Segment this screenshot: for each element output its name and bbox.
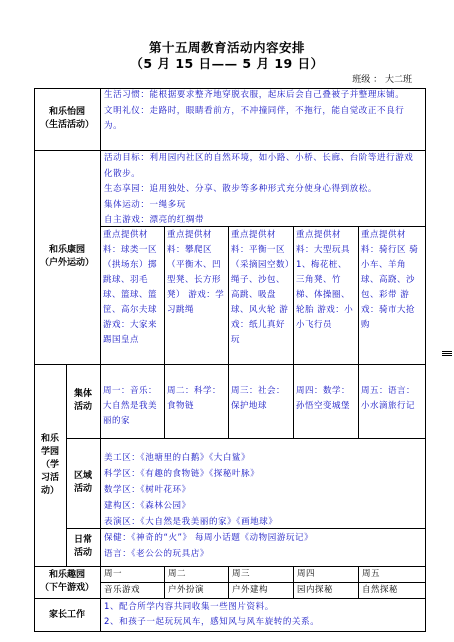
parents-line: 1、配合所学内容共同收集一些图片资料。 — [104, 602, 274, 612]
group-activity-day: 周四：数学：孙悟空变城堡 — [296, 386, 351, 411]
column-divider — [164, 364, 165, 438]
outdoor-area-cell: 重点提供材料：球类一区（拱场东）掷跳球、羽毛球、篮球、篮筐、高尔夫球 游戏：大家来踢国皇点 — [103, 230, 158, 345]
afternoon-activity: 音乐游戏 — [104, 585, 141, 595]
afternoon-day: 周五 — [362, 569, 381, 579]
area-activity-content — [104, 450, 422, 530]
column-divider — [293, 226, 294, 364]
learning-header-line: （学 — [40, 459, 59, 470]
column-divider — [164, 226, 165, 364]
column-divider — [100, 88, 101, 632]
column-divider — [164, 566, 165, 598]
group-activity-day: 周三：社会：保护地球 — [231, 386, 286, 411]
parents-content — [104, 600, 422, 630]
life-header-subtitle: （生活活动） — [39, 120, 94, 130]
learning-header-line: 学园 — [40, 446, 59, 457]
area-activity-header-line: 区域 — [73, 471, 92, 481]
afternoon-activity: 园内探秘 — [297, 585, 334, 595]
learning-header-line: 动） — [40, 485, 59, 496]
row-divider — [66, 438, 426, 439]
learning-header-line: 和乐 — [40, 433, 59, 444]
life-header-title: 和乐怡园 — [48, 107, 85, 117]
afternoon-day: 周二 — [168, 569, 187, 579]
daily-activity-line: 保健：《神奇的“火”》 每周小话题《动物园游玩记》 — [104, 533, 314, 543]
group-activity-day: 周二：科学：食物链 — [167, 386, 222, 411]
afternoon-header-title: 和乐趣园 — [48, 570, 85, 580]
outdoor-content — [104, 151, 422, 229]
column-divider — [293, 364, 294, 438]
afternoon-activity: 户外扮演 — [168, 585, 205, 595]
life-header — [34, 88, 100, 150]
column-divider — [293, 566, 294, 598]
afternoon-day: 周一 — [104, 569, 123, 579]
daily-activity-header-line: 日常 — [73, 535, 92, 545]
afternoon-day: 周四 — [297, 569, 316, 579]
column-divider — [228, 226, 229, 364]
life-line: 文明礼仪：走路时，眼睛看前方，不冲撞同伴，不拖行，能自觉改正不良行为。 — [104, 105, 405, 131]
group-activity-day: 周五：语言：小水滴旅行记 — [361, 386, 416, 411]
outdoor-header-title: 和乐康园 — [48, 245, 85, 255]
column-divider — [228, 566, 229, 598]
afternoon-activity: 户外建构 — [232, 585, 269, 595]
area-activity-line: 数学区：《树叶花环》 — [104, 485, 191, 495]
outdoor-header — [34, 150, 100, 364]
daily-activity-content — [104, 530, 422, 562]
outdoor-line: 自主游戏：漂亮的红绸带 — [104, 215, 205, 225]
area-activity-header-line: 活动 — [73, 484, 92, 494]
parents-line: 2、和孩子一起玩玩风车，感知风与风车旋转的关系。 — [104, 617, 320, 627]
afternoon-header — [34, 566, 100, 598]
group-activity-header — [66, 364, 100, 438]
learning-header-line: 习活 — [40, 472, 59, 483]
class-label: 班级 ： 大二班 — [352, 75, 412, 85]
area-activity-line: 科学区：《有趣的食物链》《探秘叶脉》 — [104, 469, 260, 479]
parents-header: 家长工作 — [48, 609, 85, 620]
handle-icon — [442, 350, 452, 358]
column-divider — [358, 364, 359, 438]
learning-header — [34, 364, 66, 566]
outdoor-area-cell: 重点提供材料：平衡一区（采摘园空数）绳子、沙包、高跳、吸盘球、风火轮 游戏：纸儿真好玩 — [231, 230, 290, 345]
area-activity-line: 建构区：《森林公园》 — [104, 501, 191, 511]
area-activity-line: 美工区：《池塘里的白鹅》《大白鲨》 — [104, 453, 251, 463]
outdoor-line: 集体运动：一绳多玩 — [104, 199, 186, 210]
life-content — [104, 88, 422, 135]
life-line: 生活习惯：能根据要求整齐地穿脱衣服，起床后会自己叠被子并整理床铺。 — [104, 90, 405, 100]
afternoon-day: 周三 — [232, 569, 251, 579]
outdoor-line: 生态享园：追用独处、分享、散步等多种形式充分使身心得到放松。 — [104, 184, 378, 194]
daily-activity-line: 语言：《老公公的玩具店》 — [104, 549, 209, 559]
outdoor-header-subtitle: （户外运动） — [39, 258, 94, 268]
group-activity-header-line: 活动 — [73, 402, 92, 412]
outdoor-area-cell: 重点提供材料：骑行区 骑小车、羊角球、高跷、沙包、彩带 游戏：骑市大抢购 — [361, 230, 419, 330]
outdoor-area-cell: 重点提供材料：大型玩具1、梅花桩、三角凳、竹梯、体操圈、轮胎 游戏：小小飞行员 — [296, 230, 354, 330]
column-divider — [358, 226, 359, 364]
afternoon-header-subtitle: （下午游戏） — [39, 583, 94, 593]
outdoor-area-cell: 重点提供材料：攀爬区（平衡木、凹型凳、长方形凳） 游戏：学习跳绳 — [167, 230, 225, 315]
group-activity-day: 周一：音乐：大自然是我美丽的家 — [103, 386, 158, 426]
daily-activity-header-line: 活动 — [73, 548, 92, 558]
afternoon-activity: 自然探秘 — [362, 585, 399, 595]
area-activity-header — [66, 438, 100, 528]
daily-activity-header — [66, 528, 100, 566]
date-range: （5 月 15 日—— 5 月 19 日） — [130, 56, 324, 71]
column-divider — [228, 364, 229, 438]
outdoor-line: 活动目标：利用园内社区的自然环境，如小路、小桥、长廊、台阶等进行游戏化散步。 — [104, 153, 414, 179]
area-activity-line: 表演区：《大自然是我美丽的家》《画地球》 — [104, 517, 278, 527]
group-activity-header-line: 集体 — [73, 389, 92, 399]
page-title: 第十五周教育活动内容安排 — [148, 40, 305, 55]
column-divider — [358, 566, 359, 598]
